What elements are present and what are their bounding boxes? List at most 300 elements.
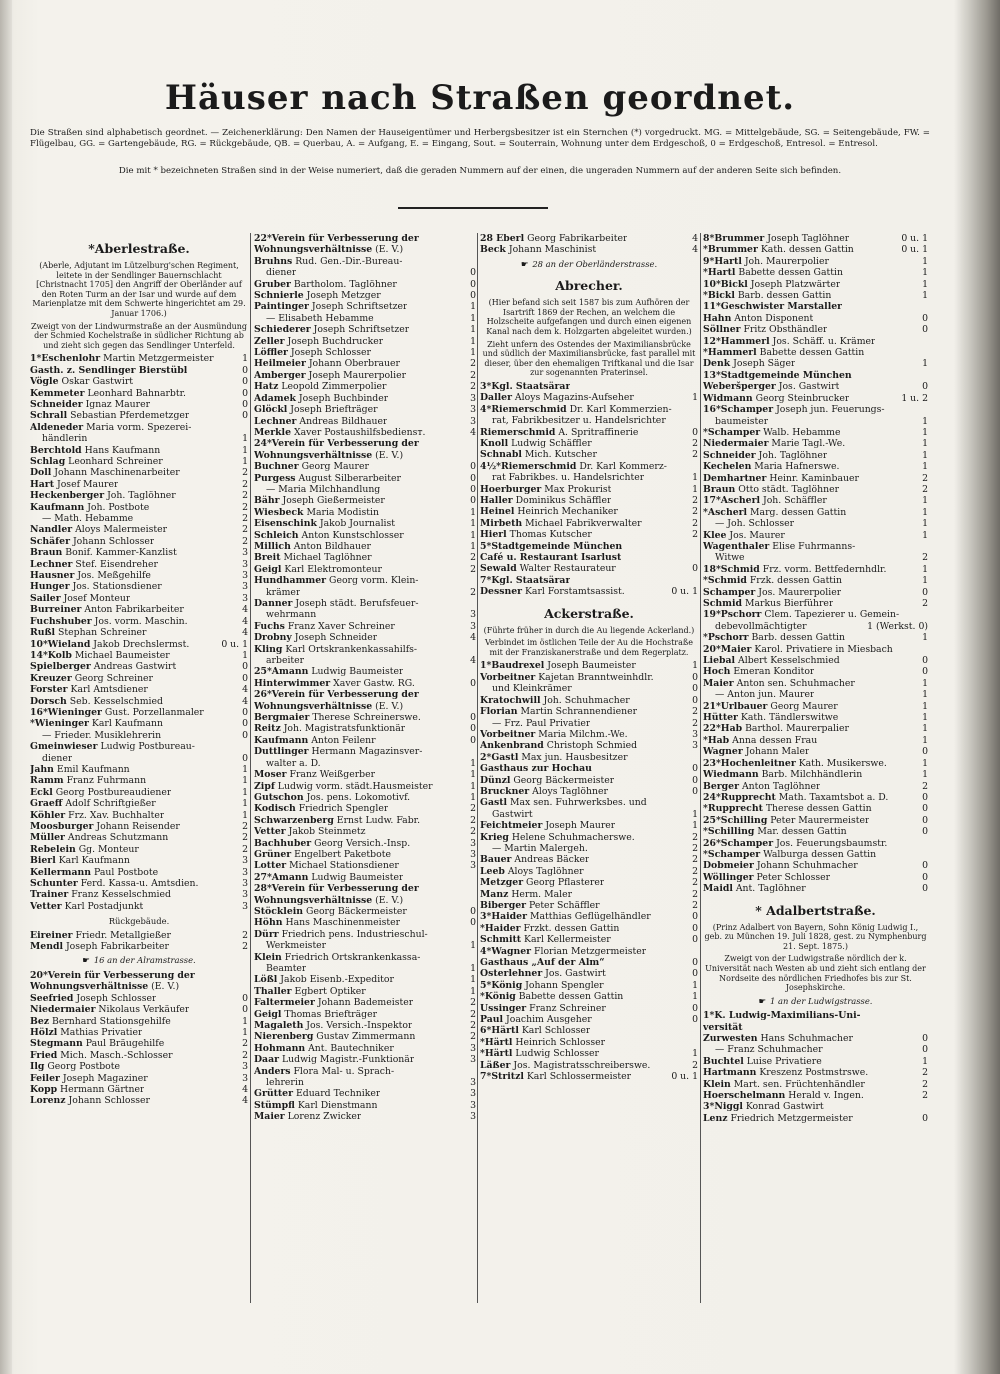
floor-number: 0 [470, 461, 476, 473]
resident-entry [703, 530, 928, 541]
resident-entry [703, 1101, 928, 1112]
resident-entry [30, 353, 248, 364]
numbering-note: Die mit * bezeichneten Straßen sind in der Weise numeriert, daß die geraden Nummern auf der einen, die ungeraden Nummern auf der anderen Seite sich befinden. [118, 166, 842, 176]
resident-name: Wagner Johann Maler [703, 746, 810, 758]
floor-number: 2 [692, 842, 698, 854]
street-description: (Aberle, Adjutant im Lützelburg'schen Regiment, leitete in der Sendlinger Bauernschlacht [Christnacht 1705] den Angriff der Oberländer auf den Roten Turm an der Isar und wurde auf dem Marienplatze mit dem Schwerte hingerichtet am 29. Januar 1706.) [32, 261, 246, 318]
floor-number [695, 461, 698, 472]
floor-number: 2 [242, 832, 248, 844]
resident-name: Trainer Franz Kesselschmied [30, 889, 171, 901]
resident-name: Kaufmann Anton Feilenr [254, 734, 376, 746]
resident-name: Müller Andreas Schutzmann [30, 832, 169, 844]
resident-name: Rebelein Gg. Monteur [30, 843, 139, 855]
resident-entry [30, 1095, 248, 1106]
column-divider [477, 233, 478, 1303]
resident-name: Witwe [715, 552, 745, 564]
floor-number: 2 [922, 472, 928, 484]
street-heading: *Aberlestraße. [88, 241, 190, 256]
resident-entry [480, 706, 698, 717]
resident-entry [703, 644, 928, 655]
floor-number: 1 [470, 324, 476, 336]
pointing-hand-icon: ☛ [82, 955, 90, 966]
cross-reference [703, 996, 928, 1007]
resident-entry [703, 1090, 928, 1101]
floor-number: 1 [470, 301, 476, 313]
floor-number: 0 [922, 746, 928, 758]
resident-entry [480, 1060, 698, 1071]
resident-entry [30, 616, 248, 627]
resident-entry [703, 324, 928, 335]
resident-name: 16*Wieninger Gust. Porzellanmaler [30, 706, 204, 718]
resident-entry [703, 404, 928, 415]
floor-number: 0 [470, 905, 476, 917]
resident-name: Zurwesten Hans Schuhmacher [703, 1032, 853, 1044]
floor-number: 3 [470, 860, 476, 872]
resident-entry [703, 1067, 928, 1078]
resident-entry [480, 934, 698, 945]
floor-number [473, 438, 476, 449]
street-description: (Führte früher in durch die Au liegende Ackerland.) [483, 625, 695, 635]
floor-number: 1 [692, 392, 698, 404]
resident-name: *Wieninger Karl Kaufmann [30, 718, 164, 730]
floor-number: 1 (Werkst. 0) [867, 620, 928, 632]
resident-name: Merkle Xaver Postaushilfsbediensт. [254, 426, 426, 438]
resident-name: Bruhns Rud. Gen.-Dir.-Bureau- [254, 255, 403, 267]
resident-name: Sailer Josef Monteur [30, 592, 131, 604]
resident-entry [703, 883, 928, 894]
resident-entry [30, 388, 248, 399]
floor-number [473, 929, 476, 940]
resident-entry [480, 832, 698, 843]
resident-entry [703, 815, 928, 826]
resident-entry [703, 1033, 928, 1044]
resident-name: Schneider Joh. Taglöhner [703, 449, 828, 461]
resident-name: Florian Martin Schrannendiener [480, 706, 638, 718]
resident-name: *Ascherl Marg. dessen Gattin [703, 506, 847, 518]
resident-name: Schamper Jos. Maurerpolier [703, 586, 842, 598]
floor-number: 2 [470, 563, 476, 575]
floor-number: 2 [692, 506, 698, 518]
floor-number: 0 [692, 694, 698, 706]
resident-entry [703, 393, 928, 404]
floor-number: 2 [692, 900, 698, 911]
resident-entry [480, 854, 698, 865]
resident-name: Schiederer Joseph Schriftsetzer [254, 324, 410, 336]
resident-entry [480, 427, 698, 438]
floor-number: 1 [470, 791, 476, 803]
resident-name: *Pschorr Barb. dessen Gattin [703, 632, 845, 644]
column-divider [700, 233, 701, 1303]
resident-entry [254, 826, 476, 837]
resident-name: Anders Flora Mal- u. Sprach- [254, 1065, 395, 1077]
title-rule [398, 207, 548, 209]
resident-name: Duttlinger Hermann Magazinsver- [254, 746, 423, 758]
floor-number: 1 [470, 506, 476, 518]
floor-number: 2 [922, 1067, 928, 1079]
resident-continuation [703, 552, 928, 563]
resident-name: Wohnungsverhältnisse (E. V.) [254, 244, 404, 256]
floor-number: 1 [922, 689, 928, 701]
resident-name: Kechelen Maria Hafnerswe. [703, 461, 840, 473]
resident-entry [703, 758, 928, 769]
floor-number: 0 [692, 671, 698, 683]
floor-number: 2 [922, 598, 928, 609]
floor-number: 0 [922, 791, 928, 803]
floor-number: 1 [922, 518, 928, 530]
resident-entry [30, 639, 248, 650]
resident-entry [254, 895, 476, 906]
resident-name: 3*Haider Matthias Geflügelhändler [480, 911, 651, 923]
resident-name: 25*Amann Ludwig Baumeister [254, 666, 404, 678]
resident-entry [254, 427, 476, 438]
resident-continuation [703, 689, 928, 700]
floor-number: 0 [470, 483, 476, 495]
resident-entry [254, 598, 476, 609]
resident-name: versität [703, 1021, 743, 1033]
resident-name: Schunter Ferd. Kassa-u. Amtsdien. [30, 878, 199, 890]
resident-name: Krieg Helene Schuhmacherswe. [480, 831, 635, 843]
resident-name: Ilg Georg Postbote [30, 1061, 120, 1073]
resident-name: Wagenthaler Elise Fuhrmanns- [703, 540, 856, 552]
floor-number: 3 [470, 620, 476, 632]
resident-name: — Anton jun. Maurer [715, 689, 815, 701]
resident-entry [254, 849, 476, 860]
resident-name: Schleich Anton Kunstschlosser [254, 529, 404, 541]
resident-name: Löffler Joseph Schlosser [254, 347, 372, 359]
resident-entry [703, 723, 928, 734]
cross-reference-text: 1 an der Ludwigstrasse. [770, 995, 873, 1006]
resident-entry [254, 256, 476, 267]
resident-name: 10*Bickl Joseph Platzwärter [703, 278, 841, 290]
resident-name: — Frz. Paul Privatier [492, 717, 591, 729]
resident-entry [254, 450, 476, 461]
resident-entry [480, 957, 698, 968]
resident-entry [254, 986, 476, 997]
resident-name: 23*Hochenleitner Kath. Musikerswe. [703, 757, 887, 769]
resident-entry [254, 769, 476, 780]
floor-number: 3 [242, 889, 248, 901]
resident-name: Schlag Leonhard Schreiner [30, 456, 163, 467]
resident-name: 12*Hammerl Jos. Schäff. u. Krämer [703, 335, 876, 347]
resident-name: Beck Johann Maschinist [480, 244, 597, 256]
resident-name: 2*Gastl Max jun. Hausbesitzer [480, 751, 628, 763]
resident-name: Schnabl Mich. Kutscher [480, 449, 597, 461]
floor-number: 0 [242, 718, 248, 730]
resident-name: Danner Joseph städt. Berufsfeuer- [254, 598, 419, 609]
resident-entry [480, 575, 698, 586]
resident-name: Hohmann Ant. Bautechniker [254, 1042, 394, 1054]
resident-name: — Math. Hebamme [42, 513, 134, 525]
resident-name: Graeff Adolf Schriftgießer [30, 798, 156, 810]
floor-number: 1 [922, 769, 928, 781]
resident-name: Kaufmann Joh. Postbote [30, 501, 150, 513]
resident-entry [703, 746, 928, 757]
resident-entry [480, 786, 698, 797]
floor-number: 1 [242, 1015, 248, 1027]
floor-number: 0 u. 1 [221, 638, 248, 650]
floor-number [695, 946, 698, 957]
resident-name: Stöcklein Georg Bäckermeister [254, 905, 407, 917]
floor-number: 0 [922, 803, 928, 815]
floor-number: 1 [242, 433, 248, 445]
floor-number: 0 [242, 364, 248, 376]
floor-number [925, 370, 928, 381]
resident-entry [30, 889, 248, 900]
resident-name: Gruber Bartholom. Taglöhner [254, 278, 397, 290]
floor-number: 2 [692, 438, 698, 449]
resident-entry [703, 438, 928, 449]
floor-number [695, 552, 698, 563]
floor-number: 2 [692, 449, 698, 461]
resident-entry [480, 729, 698, 740]
resident-entry [480, 233, 698, 244]
floor-number [473, 244, 476, 255]
resident-entry [703, 575, 928, 586]
resident-entry [30, 764, 248, 775]
floor-number: 3 [242, 581, 248, 593]
floor-number: 0 [470, 677, 476, 689]
resident-name: lehrerin [266, 1077, 304, 1089]
floor-number [695, 404, 698, 415]
resident-entry [254, 1031, 476, 1042]
resident-entry [480, 991, 698, 1002]
floor-number: 3 [470, 1111, 476, 1123]
floor-number: 2 [470, 1008, 476, 1020]
resident-entry [254, 1111, 476, 1122]
resident-entry [30, 376, 248, 387]
floor-number: 0 [470, 495, 476, 507]
resident-name: Kemmeter Leonhard Bahnarbtr. [30, 387, 186, 399]
resident-name: Hunger Jos. Stationsdiener [30, 581, 162, 593]
floor-number: 0 [692, 563, 698, 575]
resident-name: Liebal Albert Kesselschmied [703, 655, 840, 667]
floor-number [925, 541, 928, 552]
resident-name: Widmann Georg Steinbrucker [703, 392, 850, 404]
floor-number [695, 752, 698, 763]
resident-entry [703, 370, 928, 381]
resident-entry [703, 769, 928, 780]
floor-number: 2 [692, 1059, 698, 1071]
floor-number: 0 [242, 706, 248, 718]
floor-number: 1 [922, 426, 928, 438]
resident-name: Dobmeier Johann Schuhmacher [703, 860, 858, 872]
resident-entry [30, 981, 248, 992]
floor-number: 1 [242, 1026, 248, 1038]
floor-number: 3 [242, 855, 248, 867]
resident-name: und Kleinkrämer [492, 683, 572, 695]
resident-entry [254, 781, 476, 792]
floor-number: 4 [470, 655, 476, 667]
floor-number: 1 [922, 495, 928, 507]
resident-entry [30, 878, 248, 889]
resident-name: Kodisch Friedrich Spengler [254, 803, 389, 815]
resident-name: Niedermaier Nikolaus Verkäufer [30, 1004, 190, 1016]
resident-entry [30, 1027, 248, 1038]
resident-name: Adamek Joseph Buchbinder [254, 392, 389, 404]
resident-entry [480, 763, 698, 774]
resident-name: 7*Kgl. Staatsärar [480, 574, 571, 586]
floor-number: 0 [692, 763, 698, 775]
resident-entry [30, 1050, 248, 1061]
floor-number: 0 [692, 911, 698, 923]
resident-name: Schmitt Karl Kellermeister [480, 934, 611, 946]
resident-entry [480, 797, 698, 808]
resident-name: Doll Johann Maschinenarbeiter [30, 467, 180, 479]
resident-continuation [480, 809, 698, 820]
floor-number: 2 [242, 501, 248, 513]
floor-number: 1 [470, 769, 476, 781]
floor-number: 0 [922, 655, 928, 667]
resident-name: *Haider Frzkt. dessen Gattin [480, 922, 620, 934]
resident-name: Kopp Hermann Gärtner [30, 1083, 145, 1095]
floor-number: 0 [470, 267, 476, 279]
resident-name: Eckl Georg Postbureaudiener [30, 786, 172, 798]
floor-number: 0 [470, 278, 476, 290]
floor-number: 2 [242, 478, 248, 490]
resident-entry [254, 507, 476, 518]
resident-continuation [30, 513, 248, 524]
resident-entry [254, 438, 476, 449]
resident-entry [30, 422, 248, 433]
floor-number: 0 [922, 312, 928, 324]
resident-entry [254, 393, 476, 404]
floor-number: 2 [470, 814, 476, 826]
resident-name: Schneider Ignaz Maurer [30, 398, 151, 410]
floor-number: 0 [692, 957, 698, 969]
resident-entry [703, 701, 928, 712]
resident-entry [703, 1056, 928, 1067]
resident-name: Söllner Fritz Obsthändler [703, 324, 828, 336]
floor-number: 2 [242, 535, 248, 547]
floor-number: 1 [922, 677, 928, 689]
resident-name: Thaller Egbert Optiker [254, 985, 366, 997]
floor-number: 1 [922, 1055, 928, 1067]
floor-number: 1 [692, 808, 698, 820]
floor-number [245, 981, 248, 992]
resident-name: Feiler Joseph Magaziner [30, 1072, 148, 1084]
resident-entry [30, 718, 248, 729]
resident-entry [30, 1061, 248, 1072]
resident-entry [480, 946, 698, 957]
resident-name: Vetter Jakob Steinmetz [254, 826, 366, 838]
street-heading: Abrecher. [555, 278, 623, 294]
resident-entry [703, 358, 928, 369]
resident-name: 17*Ascherl Joh. Schäffler [703, 495, 827, 507]
floor-number: 3 [470, 609, 476, 621]
resident-entry [254, 860, 476, 871]
resident-continuation [703, 621, 928, 632]
resident-entry [703, 849, 928, 860]
resident-name: krämer [266, 586, 301, 598]
resident-name: Paul Joachim Ausgeher [480, 1014, 592, 1026]
resident-entry [254, 324, 476, 335]
resident-entry [254, 712, 476, 723]
floor-number: 2 [242, 1038, 248, 1050]
resident-entry [254, 929, 476, 940]
resident-entry [480, 381, 698, 392]
resident-name: 22*Verein für Verbesserung der [254, 233, 419, 244]
resident-name: Moosburger Johann Reisender [30, 821, 180, 832]
resident-entry [703, 256, 928, 267]
resident-entry [480, 1048, 698, 1059]
floor-number: 0 [470, 917, 476, 929]
resident-name: diener [266, 267, 297, 279]
floor-number: 1 [922, 461, 928, 473]
resident-entry [480, 518, 698, 529]
floor-number: 1 [692, 991, 698, 1003]
floor-number: 2 [470, 826, 476, 838]
resident-name: 4½*Riemerschmid Dr. Karl Kommerz- [480, 460, 667, 472]
resident-entry [254, 1100, 476, 1111]
resident-entry [480, 740, 698, 751]
resident-name: Hart Josef Maurer [30, 478, 119, 490]
resident-name: Forster Karl Amtsdiener [30, 684, 148, 696]
resident-entry [703, 598, 928, 609]
resident-name: *Brummer Kath. dessen Gattin [703, 244, 854, 256]
resident-name: *Schilling Mar. dessen Gattin [703, 826, 847, 838]
resident-entry [480, 877, 698, 888]
resident-name: Dessner Karl Forstamtsassist. [480, 586, 625, 598]
resident-name: Höhn Hans Maschinenmeister [254, 917, 401, 929]
resident-entry [30, 1004, 248, 1015]
resident-entry [254, 541, 476, 552]
resident-name: Hausner Jos. Meßgehilfe [30, 570, 151, 582]
resident-entry [480, 1014, 698, 1025]
floor-number: 0 [242, 1004, 248, 1016]
resident-continuation [480, 472, 698, 483]
resident-entry [254, 1020, 476, 1031]
resident-name: Rußl Stephan Schreiner [30, 627, 147, 639]
resident-entry [254, 735, 476, 746]
resident-name: 5*Stadtgemeinde München [480, 540, 623, 552]
resident-entry [254, 1009, 476, 1020]
resident-name: — Maria Milchhandlung [266, 483, 381, 495]
resident-name: 11*Geschwister Marstaller [703, 301, 843, 313]
floor-number: 3 [470, 415, 476, 427]
floor-number: 3 [242, 592, 248, 604]
resident-entry [30, 445, 248, 456]
floor-number [473, 598, 476, 609]
floor-number: 3 [470, 392, 476, 404]
floor-number: 2 [922, 780, 928, 792]
floor-number: 4 [242, 684, 248, 696]
floor-number [473, 575, 476, 586]
resident-name: 20*Maier Karol. Privatiere in Miesbach [703, 643, 893, 655]
floor-number [925, 336, 928, 347]
resident-entry [480, 820, 698, 831]
resident-name: Schäfer Johann Schlosser [30, 535, 155, 547]
floor-number: 0 [692, 922, 698, 934]
resident-name: Magaleth Jos. Versich.-Inspektor [254, 1020, 413, 1032]
floor-number: 1 [470, 312, 476, 324]
page-title: Häuser nach Straßen geordnet. [164, 78, 796, 118]
resident-name: 13*Stadtgemeinde München [703, 369, 852, 381]
resident-name: Paintinger Joseph Schriftsetzer [254, 301, 408, 313]
resident-entry [30, 775, 248, 786]
resident-name: Läßer Jos. Magistratsschreiberswe. [480, 1059, 651, 1071]
floor-number: 0 [470, 723, 476, 735]
resident-entry [30, 410, 248, 421]
resident-name: Geigl Karl Elektromonteur [254, 563, 382, 575]
resident-name: Lechner Andreas Bildhauer [254, 415, 388, 427]
resident-name: — Frieder. Musiklehrerin [42, 729, 162, 741]
floor-number: 1 [692, 472, 698, 484]
floor-number: 1 [692, 483, 698, 495]
column-1 [30, 233, 248, 1318]
resident-name: Hundhammer Georg vorm. Klein- [254, 575, 419, 587]
resident-name: Burreiner Anton Fabrikarbeiter [30, 604, 184, 616]
resident-entry [254, 815, 476, 826]
